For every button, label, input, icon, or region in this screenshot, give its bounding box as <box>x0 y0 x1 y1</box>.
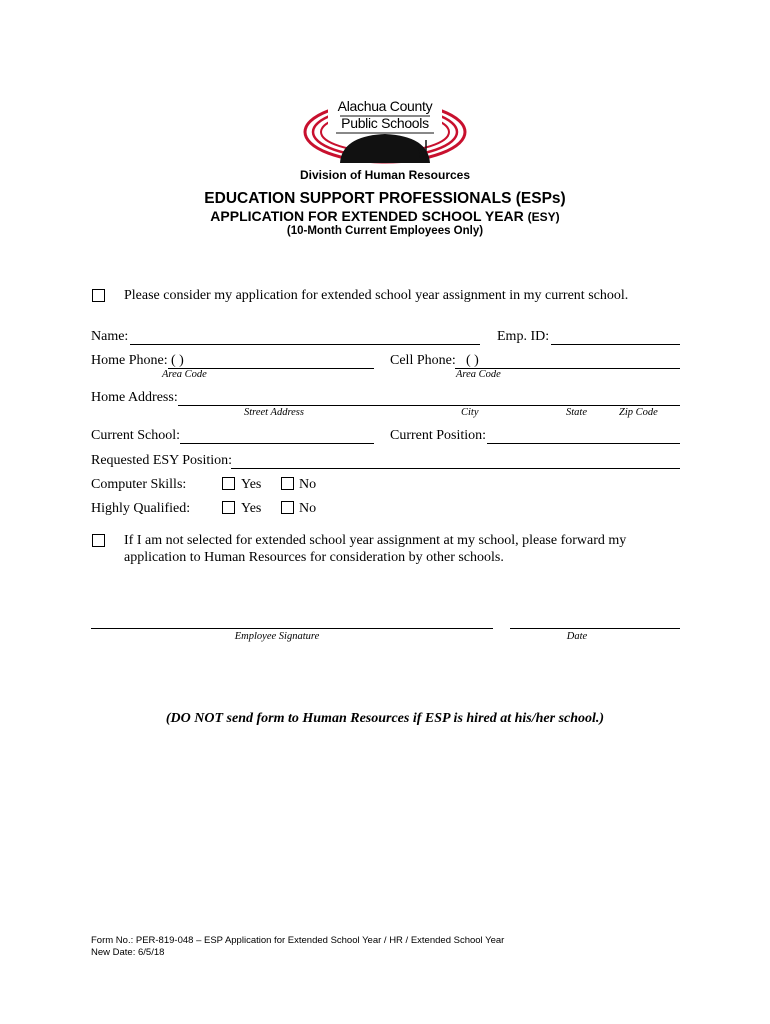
district-logo <box>300 96 470 166</box>
zip-caption: Zip Code <box>619 407 658 418</box>
cell-phone-label: Cell Phone: <box>390 353 456 368</box>
highly-qualified-no-checkbox[interactable] <box>281 501 294 514</box>
signature-field[interactable] <box>91 628 493 629</box>
requested-position-field[interactable] <box>231 468 680 469</box>
state-caption: State <box>566 407 587 418</box>
street-caption: Street Address <box>244 407 304 418</box>
computer-skills-no-checkbox[interactable] <box>281 477 294 490</box>
date-field[interactable] <box>510 628 680 629</box>
highly-qualified-label: Highly Qualified: <box>91 501 191 516</box>
current-school-field[interactable] <box>180 443 374 444</box>
computer-skills-label: Computer Skills: <box>91 477 187 492</box>
home-phone-label: Home Phone: <box>91 353 168 368</box>
logo-text-line1: Alachua County <box>337 98 433 114</box>
computer-skills-yes-checkbox[interactable] <box>222 477 235 490</box>
current-school-label: Current School: <box>91 428 181 443</box>
form-title: EDUCATION SUPPORT PROFESSIONALS (ESPs) <box>204 190 566 207</box>
footer-form-number: Form No.: PER-819-048 – ESP Application for Extended School Year / HR / Extended School Year <box>91 935 505 946</box>
home-address-field[interactable] <box>178 405 680 406</box>
logo-text-line2: Public Schools <box>341 115 429 131</box>
name-label: Name: <box>91 329 129 344</box>
computer-skills-yes-label: Yes <box>241 477 262 492</box>
highly-qualified-no-label: No <box>299 501 317 516</box>
consider-text: Please consider my application for extended school year assignment in my current school. <box>124 288 629 303</box>
form-subtitle: (10-Month Current Employees Only) <box>286 225 484 237</box>
home-phone-area-caption: Area Code <box>162 369 207 380</box>
cell-phone-area-caption: Area Code <box>456 369 501 380</box>
highly-qualified-yes-checkbox[interactable] <box>222 501 235 514</box>
date-caption: Date <box>566 631 588 642</box>
forward-text-line1: If I am not selected for extended school year assignment at my school, please forward my <box>124 533 627 548</box>
notice-text: (DO NOT send form to Human Resources if ESP is hired at his/her school.) <box>165 711 605 726</box>
cell-phone-area-paren: ( ) <box>466 353 479 368</box>
form-title-esy: (ESY) <box>527 210 560 224</box>
emp-id-field[interactable] <box>551 344 680 345</box>
current-position-label: Current Position: <box>390 428 487 443</box>
highly-qualified-yes-label: Yes <box>241 501 262 516</box>
current-position-field[interactable] <box>487 443 680 444</box>
signature-caption: Employee Signature <box>234 631 320 642</box>
emp-id-label: Emp. ID: <box>497 329 550 344</box>
consider-checkbox[interactable] <box>92 289 105 302</box>
forward-text-line2: application to Human Resources for consideration by other schools. <box>124 550 504 565</box>
footer-new-date: New Date: 6/5/18 <box>91 947 165 958</box>
requested-position-label: Requested ESY Position: <box>91 453 233 468</box>
division-title: Division of Human Resources <box>299 168 471 182</box>
name-field[interactable] <box>130 344 480 345</box>
computer-skills-no-label: No <box>299 477 317 492</box>
home-address-label: Home Address: <box>91 390 178 405</box>
home-phone-area-paren: ( ) <box>171 353 184 368</box>
forward-checkbox[interactable] <box>92 534 105 547</box>
form-title-main: APPLICATION FOR EXTENDED SCHOOL YEAR <box>210 208 528 224</box>
city-caption: City <box>461 407 479 418</box>
form-title-line2 <box>0 208 770 224</box>
